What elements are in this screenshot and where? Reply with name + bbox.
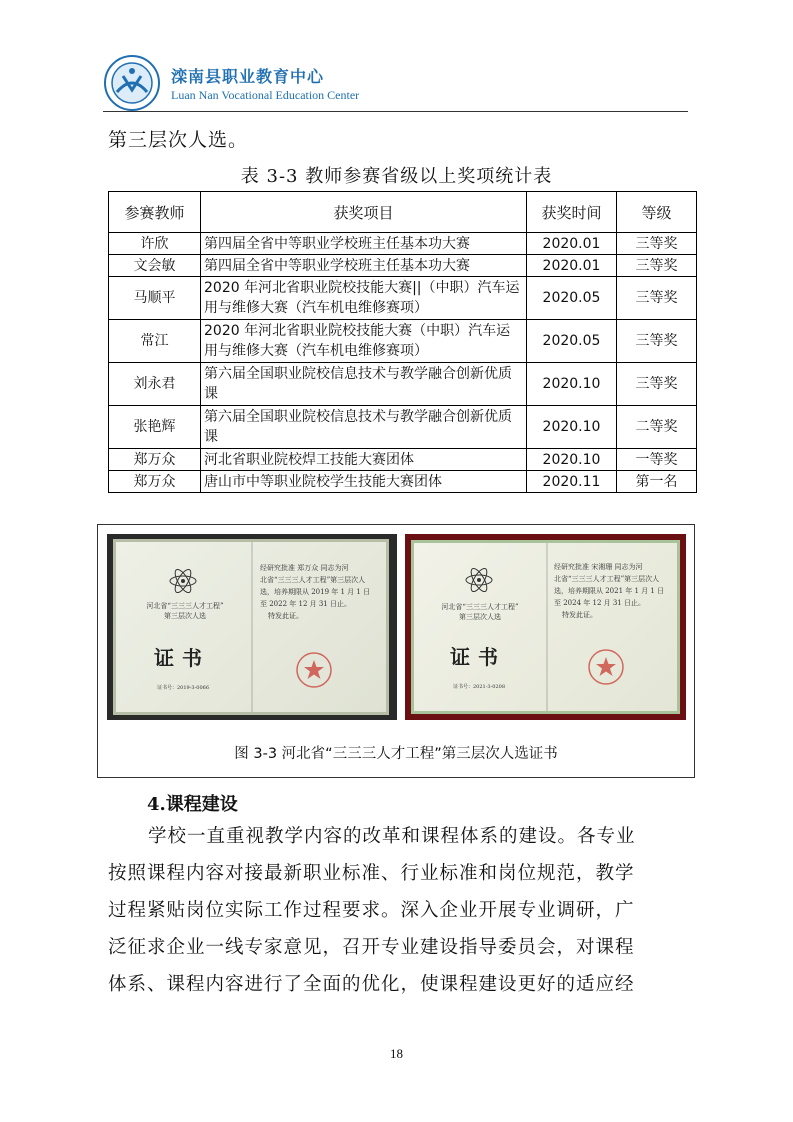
page-header (103, 54, 688, 112)
cert-body-line: 特发此证。 (562, 611, 597, 619)
cell-time: 2020.05 (527, 277, 617, 320)
cell-time: 2020.11 (527, 471, 617, 493)
paragraph-line: 按照课程内容对接最新职业标准、行业标准和岗位规范，教学 (108, 863, 635, 884)
cert-number: 证书号：2021-3-0208 (452, 684, 505, 690)
cell-item: 河北省职业院校焊工技能大赛团体 (201, 449, 527, 471)
cert-big-title: 证书 (450, 645, 506, 669)
official-seal-icon (294, 650, 334, 690)
cert-body-line: 选，培养期限从 2019 年 1 月 1 日 (260, 588, 371, 596)
certificate-photo-right (405, 534, 686, 720)
table-header-row (109, 192, 697, 233)
cell-teacher: 文会敏 (109, 255, 201, 277)
table-row (109, 449, 697, 471)
cert-body-line: 至 2024 年 12 月 31 日止。 (554, 599, 645, 607)
cert-title-line: 第三层次人选 (459, 613, 501, 621)
paragraph-line: 学校一直重视教学内容的改革和课程体系的建设。各专业 (148, 826, 636, 847)
body-paragraph (108, 818, 698, 1003)
figure-caption: 图 3-3 河北省“三三三人才工程”第三层次人选证书 (234, 746, 558, 762)
table-caption: 表 3-3 教师参赛省级以上奖项统计表 (240, 166, 553, 187)
certificate-photo-left (107, 534, 397, 720)
cell-level: 二等奖 (617, 406, 697, 449)
cert-body-line: 至 2022 年 12 月 31 日止。 (260, 600, 351, 608)
cell-teacher: 许欣 (109, 233, 201, 255)
certificate (411, 540, 680, 714)
cell-time: 2020.01 (527, 255, 617, 277)
cell-teacher: 刘永君 (109, 363, 201, 406)
paragraph-line: 体系、课程内容进行了全面的优化，使课程建设更好的适应经 (108, 974, 635, 995)
org-name-cn: 滦南县职业教育中心 (171, 67, 325, 86)
table-row (109, 363, 697, 406)
awards-table (108, 191, 697, 493)
atom-emblem-icon (168, 566, 198, 596)
cell-time: 2020.10 (527, 406, 617, 449)
cell-item: 2020 年河北省职业院校技能大赛（中职）汽车运用与维修大赛（汽车机电维修赛项） (201, 320, 527, 363)
atom-emblem-icon (464, 565, 494, 595)
cell-level: 三等奖 (617, 277, 697, 320)
cell-level: 三等奖 (617, 255, 697, 277)
table-row (109, 471, 697, 493)
certificate (113, 539, 389, 715)
cell-level: 一等奖 (617, 449, 697, 471)
cell-teacher: 马顺平 (109, 277, 201, 320)
cert-body-line: 经研究批准 宋湘珊 同志为河 (554, 563, 643, 571)
cert-big-title: 证书 (154, 646, 210, 670)
cert-title-line: 河北省“三三三人才工程” (146, 602, 224, 610)
cell-time: 2020.05 (527, 320, 617, 363)
cell-item: 第六届全国职业院校信息技术与教学融合创新优质课 (201, 406, 527, 449)
official-seal-icon (586, 647, 626, 687)
table-row (109, 233, 697, 255)
cert-title-line: 河北省“三三三人才工程” (441, 603, 519, 611)
table-row (109, 406, 697, 449)
cell-time: 2020.10 (527, 363, 617, 406)
cell-teacher: 常江 (109, 320, 201, 363)
cert-body-line: 北省“三三三人才工程”第三层次人 (554, 575, 660, 583)
table-row (109, 255, 697, 277)
cell-item: 2020 年河北省职业院校技能大赛||（中职）汽车运用与维修大赛（汽车机电维修赛项） (201, 277, 527, 320)
cell-level: 三等奖 (617, 233, 697, 255)
cell-teacher: 张艳辉 (109, 406, 201, 449)
cell-time: 2020.10 (527, 449, 617, 471)
cert-body-line: 选，培养期限从 2021 年 1 月 1 日 (554, 587, 665, 595)
cell-item: 第四届全省中等职业学校班主任基本功大赛 (201, 255, 527, 277)
certificate-figure (97, 524, 695, 778)
paragraph-line: 泛征求企业一线专家意见，召开专业建设指导委员会，对课程 (108, 937, 635, 958)
cert-body-line: 特发此证。 (268, 612, 303, 620)
cert-body-line: 北省“三三三人才工程”第三层次人 (260, 576, 366, 584)
cell-level: 三等奖 (617, 363, 697, 406)
table-row (109, 320, 697, 363)
cert-number: 证书号：2019-3-0066 (156, 685, 209, 691)
page-number: 18 (390, 1046, 403, 1061)
paragraph-line: 过程紧贴岗位实际工作过程要求。深入企业开展专业调研，广 (108, 900, 635, 921)
cert-title-line: 第三层次人选 (164, 612, 206, 620)
cell-item: 第六届全国职业院校信息技术与教学融合创新优质课 (201, 363, 527, 406)
table-row (109, 277, 697, 320)
cell-item: 第四届全省中等职业学校班主任基本功大赛 (201, 233, 527, 255)
cell-level: 第一名 (617, 471, 697, 493)
header-divider (103, 111, 688, 112)
cell-teacher: 郑万众 (109, 449, 201, 471)
cell-time: 2020.01 (527, 233, 617, 255)
school-logo-icon (103, 54, 161, 112)
cert-body-line: 经研究批准 郑万众 同志为河 (260, 564, 349, 572)
lead-text: 第三层次人选。 (108, 129, 249, 151)
cell-teacher: 郑万众 (109, 471, 201, 493)
org-name-en: Luan Nan Vocational Education Center (171, 88, 360, 102)
header-time: 获奖时间 (527, 192, 617, 233)
section-heading: 4.课程建设 (147, 794, 238, 815)
cell-item: 唐山市中等职业院校学生技能大赛团体 (201, 471, 527, 493)
header-level: 等级 (617, 192, 697, 233)
cell-level: 三等奖 (617, 320, 697, 363)
header-item: 获奖项目 (201, 192, 527, 233)
header-teacher: 参赛教师 (109, 192, 201, 233)
